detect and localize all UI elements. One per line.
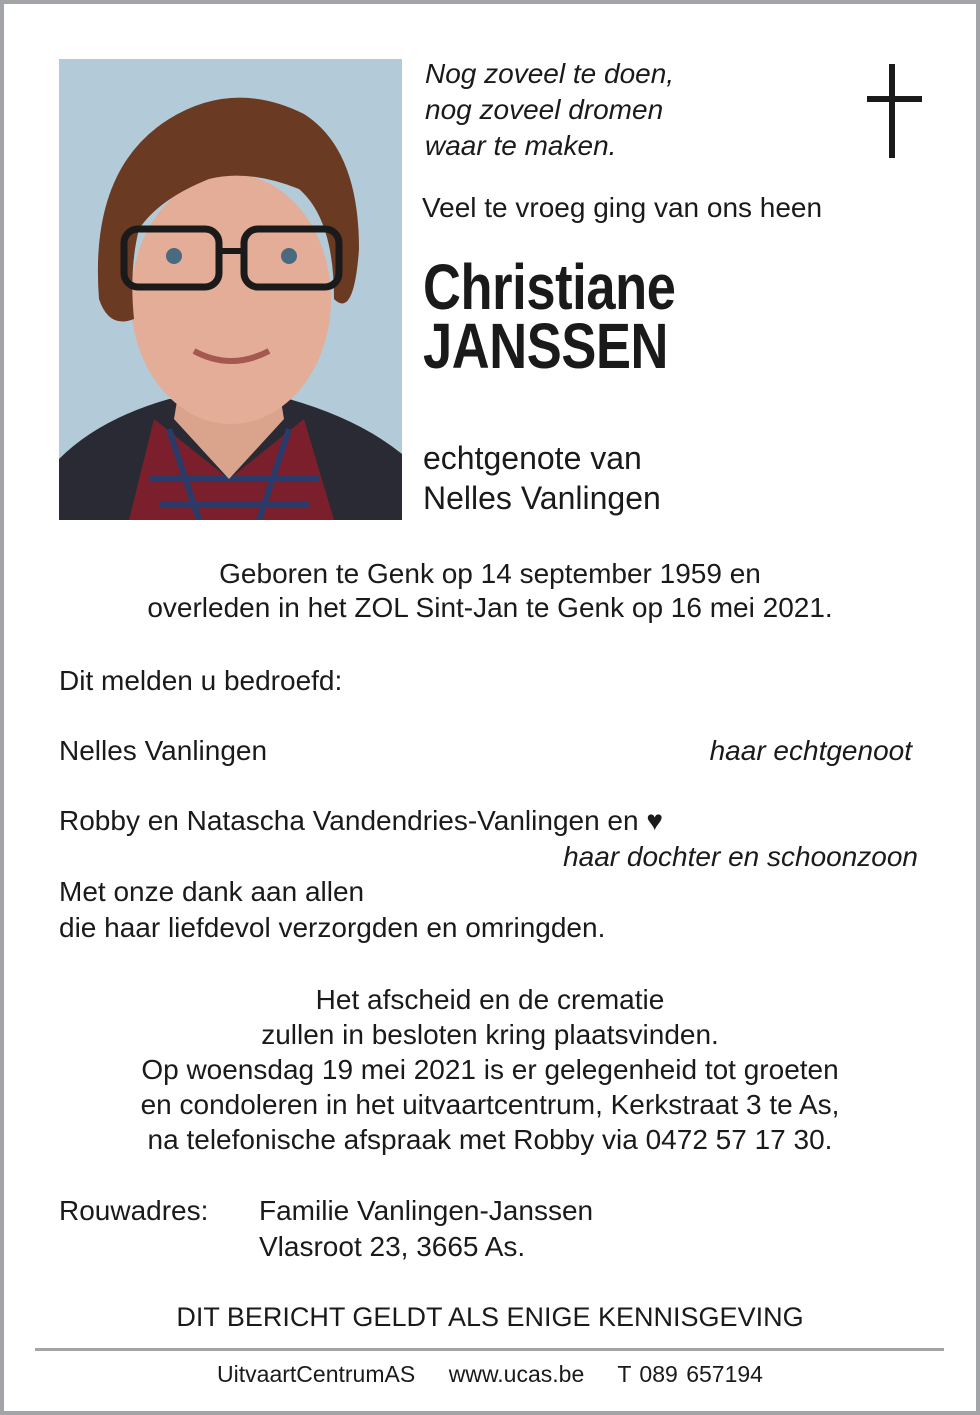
poem — [425, 56, 674, 164]
thanks-line: Met onze dank aan allen — [59, 876, 365, 907]
family-relation: haar echtgenoot — [709, 735, 912, 766]
footer-company: UitvaartCentrumAS — [217, 1361, 416, 1387]
relation-line: Nelles Vanlingen — [423, 480, 661, 516]
ceremony-line: Het afscheid en de crematie — [315, 984, 665, 1015]
first-name: Christiane — [423, 251, 676, 323]
portrait-photo — [59, 59, 402, 520]
announcers-intro: Dit melden u bedroefd: — [59, 665, 343, 696]
family-name: Robby en Natascha Vandendries-Vanlingen en ♥ — [59, 805, 663, 836]
ceremony-line: en condoleren in het uitvaartcentrum, Kerkstraat 3 te As, — [140, 1089, 840, 1120]
ceremony-line: zullen in besloten kring plaatsvinden. — [261, 1019, 719, 1050]
address-line: Vlasroot 23, 3665 As. — [259, 1231, 526, 1262]
cross-icon-vertical — [889, 64, 895, 158]
address-line: Familie Vanlingen-Janssen — [259, 1195, 594, 1226]
last-name: JANSSEN — [423, 310, 669, 382]
footer-divider — [35, 1348, 944, 1351]
intro-text: Veel te vroeg ging van ons heen — [422, 192, 823, 223]
relation-line: echtgenote van — [423, 440, 642, 476]
birth-death-info — [4, 557, 976, 625]
poem-line: waar te maken. — [425, 130, 617, 161]
thanks-line: die haar liefdevol verzorgden en omringden. — [59, 912, 606, 943]
footer-website[interactable]: www.ucas.be — [448, 1361, 585, 1387]
family-relation: haar dochter en schoonzoon — [563, 841, 918, 872]
notice: DIT BERICHT GELDT ALS ENIGE KENNISGEVING — [176, 1302, 804, 1332]
family-name: Nelles Vanlingen — [59, 735, 268, 766]
portrait-image — [59, 59, 402, 520]
cross-icon-horizontal — [867, 96, 922, 102]
deceased-name — [423, 251, 676, 382]
ceremony-info — [4, 982, 976, 1157]
obituary-card — [4, 4, 976, 1411]
death-line: overleden in het ZOL Sint-Jan te Genk op 16 mei 2021. — [147, 592, 833, 623]
thanks — [59, 874, 605, 946]
poem-line: nog zoveel dromen — [425, 94, 664, 125]
footer — [4, 1361, 976, 1388]
birth-line: Geboren te Genk op 14 september 1959 en — [219, 558, 761, 589]
spouse-relation — [423, 438, 661, 518]
ceremony-line: na telefonische afspraak met Robby via 0472 57 17 30. — [147, 1124, 833, 1155]
ceremony-line: Op woensdag 19 mei 2021 is er gelegenheid tot groeten — [141, 1054, 839, 1085]
footer-phone: T 089 657194 — [617, 1361, 763, 1387]
address-label: Rouwadres: — [59, 1195, 209, 1226]
address — [259, 1193, 593, 1265]
poem-line: Nog zoveel te doen, — [425, 58, 675, 89]
